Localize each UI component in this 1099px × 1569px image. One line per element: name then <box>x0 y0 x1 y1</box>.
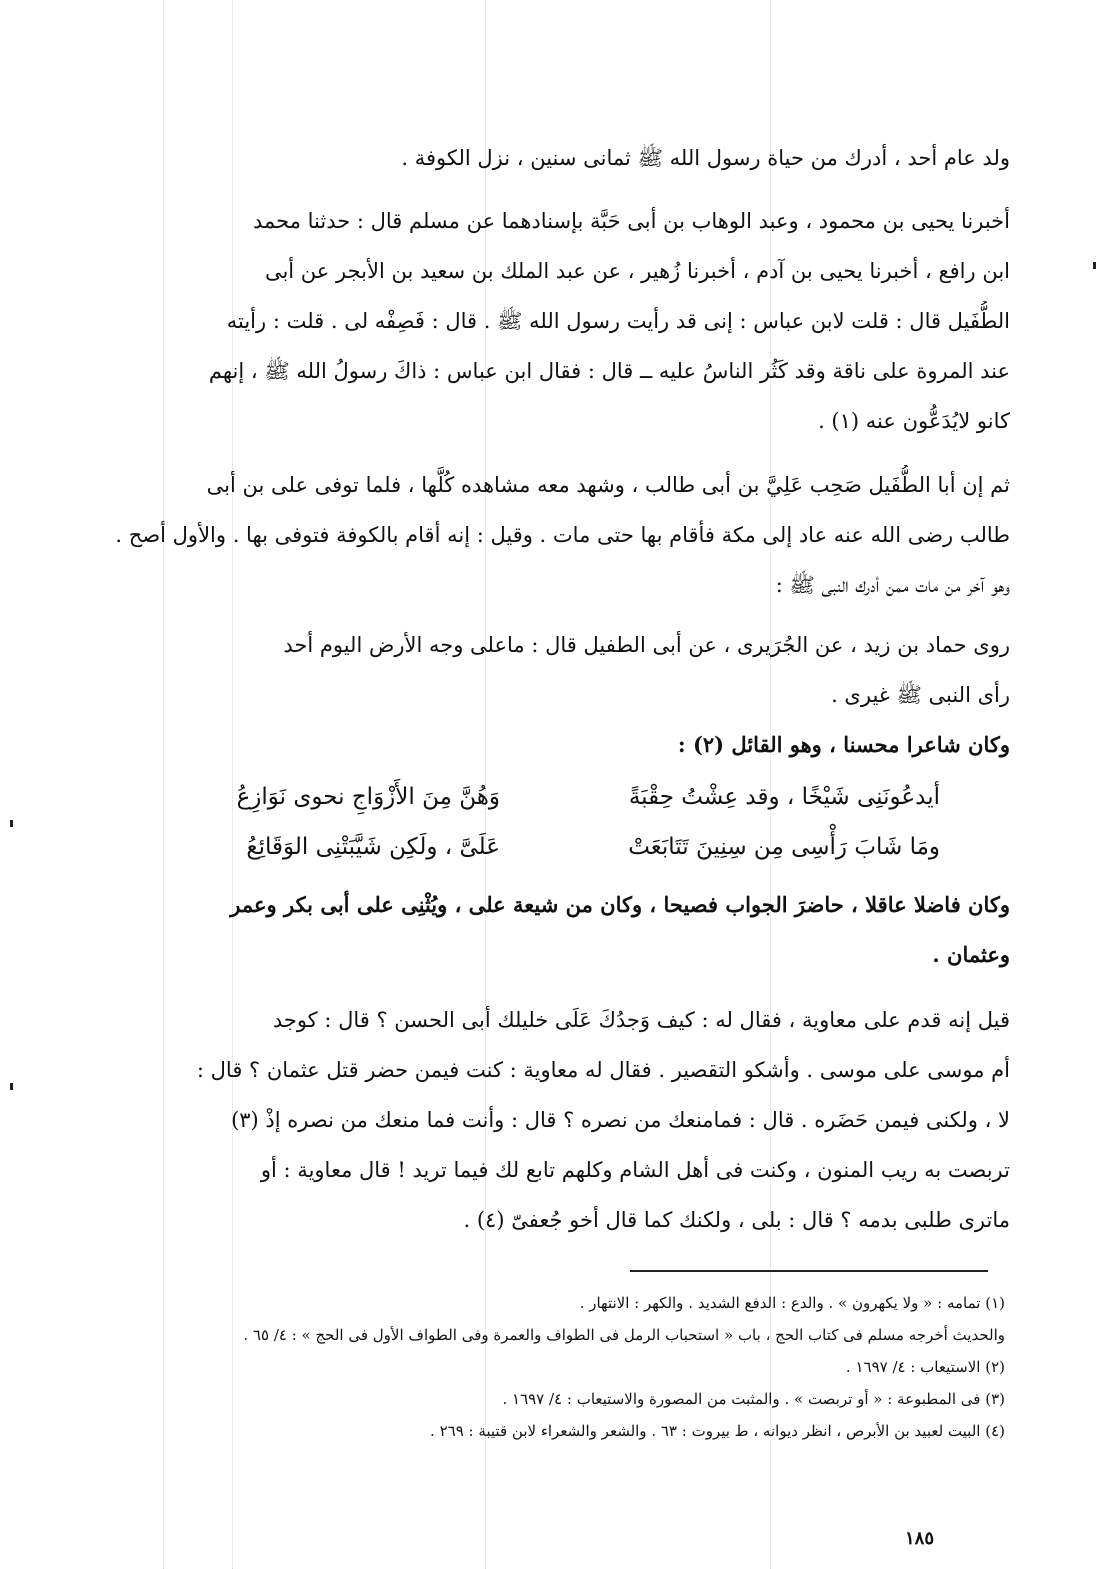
verse-first-hemistich: ومَا شَابَ رَأْسِى مِن سِنِينَ تَتَابَعَتْ <box>628 834 940 860</box>
verse-line <box>75 775 1010 819</box>
text-line: أخبرنا يحيى بن محمود ، وعبد الوهاب بن أبى حَبَّة بإسنادهما عن مسلم قال : حدثنا محمد <box>252 209 1010 233</box>
scan-edge-mark <box>10 820 13 827</box>
text-line: أم موسى على موسى . وأشكو التقصير . فقال له معاوية : كنت فيمن حضر قتل عثمان ؟ قال : <box>196 1058 1010 1082</box>
text-line: طالب رضى الله عنه عاد إلى مكة فأقام بها حتى مات . وقيل : إنه أقام بالكوفة فتوفى بها . والأول أصح . <box>115 523 1010 547</box>
verse-second-hemistich: وَهُنَّ مِنَ الأَزْوَاجِ نحوى نَوَازِعُ <box>236 784 500 810</box>
text-line: روى حماد بن زيد ، عن الجُرَيرى ، عن أبى الطفيل قال : ماعلى وجه الأرض اليوم أحد <box>283 633 1010 657</box>
text-line: الطُّفَيل قال : قلت لابن عباس : إنى قد رأيت رسول الله ﷺ . قال : فَصِفْه لى . قلت : رأيته <box>226 309 1010 333</box>
text-line: وكان شاعرا محسنا ، وهو القائل (٢) : <box>677 732 1010 757</box>
scan-edge-mark <box>1093 262 1096 269</box>
text-line: وكان فاضلا عاقلا ، حاضرَ الجواب فصيحا ، وكان من شيعة على ، ويُثْنِى على أبى بكر وعمر <box>230 892 1010 917</box>
text-line: ولد عام أحد ، أدرك من حياة رسول الله ﷺ ثمانى سنين ، نزل الكوفة . <box>401 146 1010 170</box>
text-line: ثم إن أبا الطُّفَيل صَحِب عَلِيَّ بن أبى طالب ، وشهد معه مشاهده كُلَّها ، فلما توفى على بن أبى <box>206 473 1010 497</box>
verse-line <box>75 825 1010 869</box>
verse-second-hemistich: عَلَىَّ ، ولَكِن شَيَّبَتْنِى الوَقَائِعُ <box>246 834 500 860</box>
scan-edge-mark <box>10 1083 13 1090</box>
text-line: كانو لايُدَعُّون عنه (١) . <box>818 409 1010 433</box>
text-line: لا ، ولكنى فيمن حَضَره . قال : فمامنعك من نصره ؟ قال : وأنت فما منعك من نصره إذْ (٣) <box>231 1108 1010 1132</box>
text-line: رأى النبى ﷺ غيرى . <box>831 683 1010 707</box>
footnote: (٢) الاستيعاب : ٤/ ١٦٩٧ . <box>845 1358 1005 1376</box>
page-number: ١٨٥ <box>905 1528 935 1549</box>
footnote: والحديث أخرجه مسلم فى كتاب الحج ، باب « استحباب الرمل فى الطواف والعمرة وفى الطواف الأول فى الحج » : ٤/ ٦٥ . <box>243 1326 1005 1344</box>
text-line: عند المروة على ناقة وقد كَثُر الناسُ عليه ــ قال : فقال ابن عباس : ذاكَ رسولُ الله ﷺ ، إنهم <box>208 359 1010 383</box>
text-line: ابن رافع ، أخبرنا يحيى بن آدم ، أخبرنا زُهير ، عن عبد الملك بن سعيد بن الأبجر عن أبى <box>264 259 1010 283</box>
footnote-divider <box>630 1270 988 1272</box>
footnote: (١) تمامه : « ولا يكهرون » . والدع : الدفع الشديد . والكهر : الانتهار . <box>579 1294 1005 1312</box>
text-line: قيل إنه قدم على معاوية ، فقال له : كيف وَجدُكَ عَلَى خليلك أبى الحسن ؟ قال : كوجد <box>272 1008 1010 1032</box>
footnote: (٤) البيت لعبيد بن الأبرص ، انظر ديوانه ، ط بيروت : ٦٣ . والشعر والشعراء لابن قتيبة : ٢٦٩ . <box>430 1422 1005 1440</box>
text-line: ماترى طلبى بدمه ؟ قال : بلى ، ولكنك كما قال أخو جُعفىّ (٤) . <box>463 1208 1010 1232</box>
verse-first-hemistich: أيدعُونَنِى شَيْخًا ، وقد عِشْتُ حِقْبَةً <box>628 784 940 810</box>
text-line: وهو آخر من مات ممن أدرك النبى ﷺ : <box>775 573 1010 597</box>
text-line: وعثمان . <box>932 942 1010 967</box>
footnote: (٣) فى المطبوعة : « أو تربصت » . والمثبت من المصورة والاستيعاب : ٤/ ١٦٩٧ . <box>502 1390 1005 1408</box>
text-line: تربصت به ريب المنون ، وكنت فى أهل الشام وكلهم تابع لك فيما تريد ! قال معاوية : أو <box>260 1158 1010 1182</box>
